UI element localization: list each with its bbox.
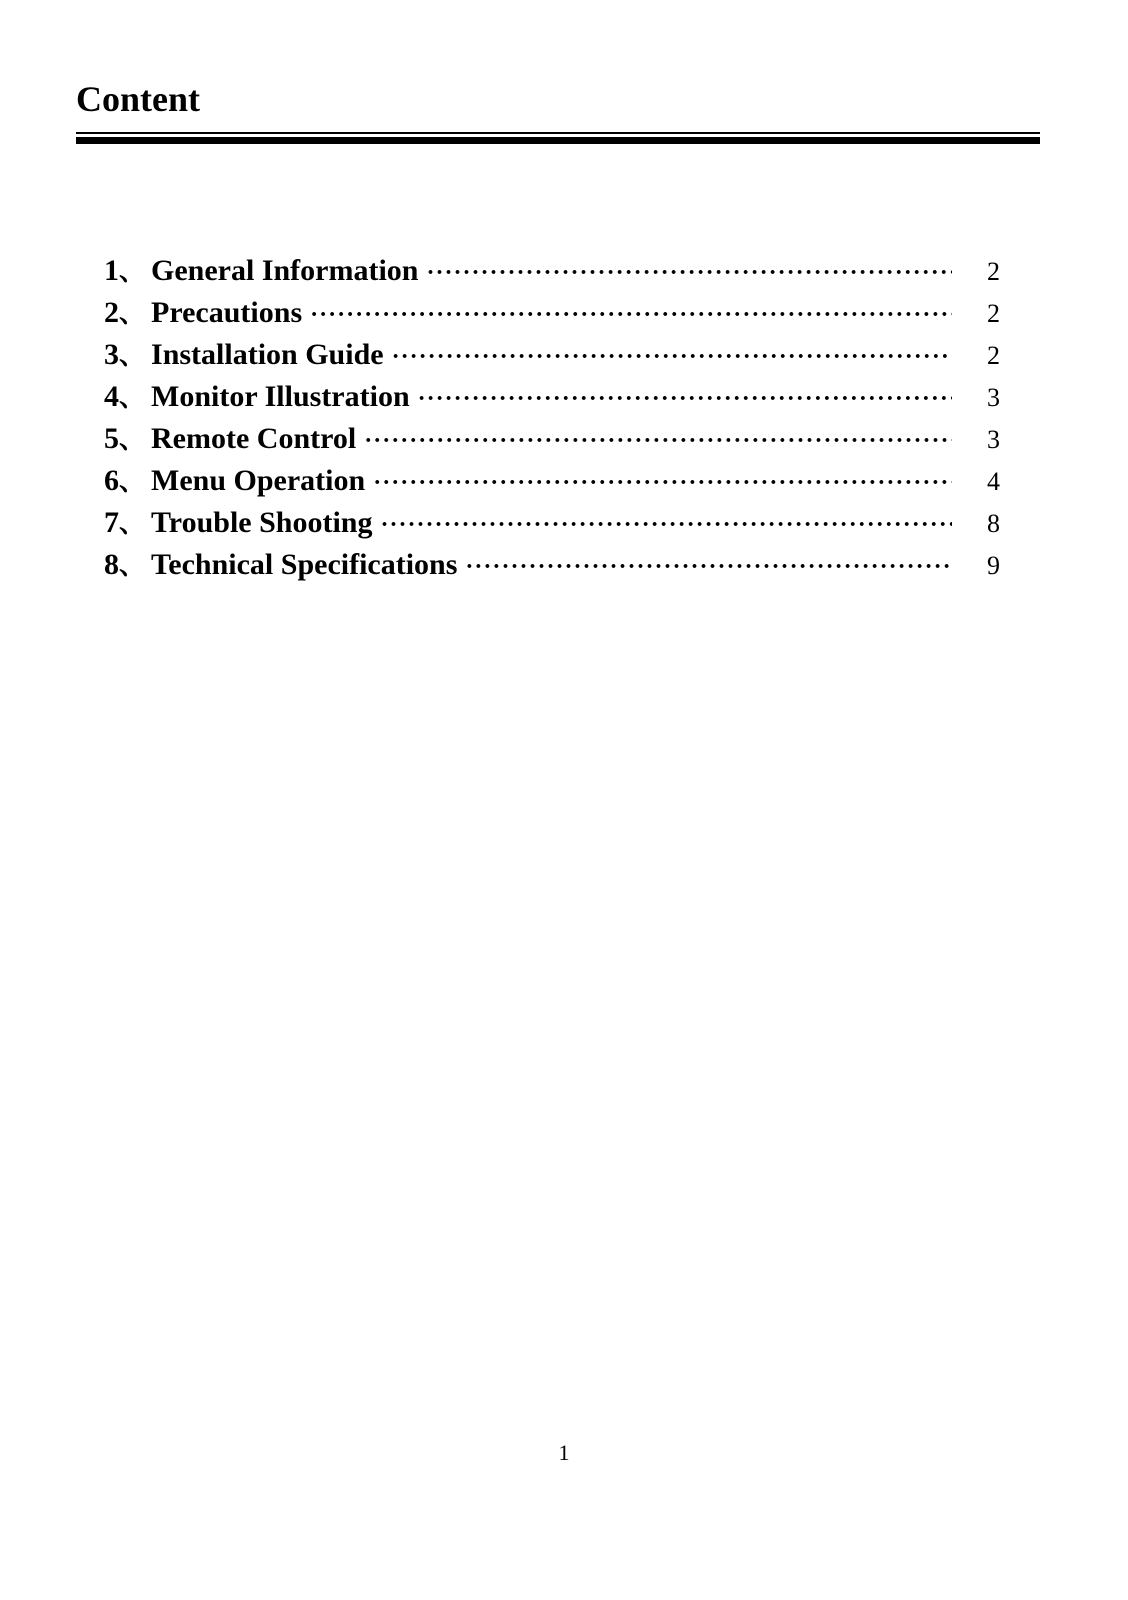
toc-dot-leader <box>380 504 952 546</box>
toc-dot-leader <box>465 546 952 588</box>
toc-entry-number: 6 <box>104 464 119 497</box>
title-rule-thick-line <box>76 137 1040 144</box>
toc-entry-separator: 、 <box>119 299 146 328</box>
toc-entry-page: 4 <box>987 467 1000 496</box>
toc-dot-leader <box>418 378 952 420</box>
toc-entry-page: 3 <box>987 383 1000 412</box>
toc-entry-number: 1 <box>104 254 119 287</box>
toc-entry-page: 9 <box>987 551 1000 580</box>
page-title: Content <box>76 79 200 119</box>
toc-entry-page: 3 <box>987 425 1000 454</box>
toc-entry-precautions[interactable] <box>104 292 1000 334</box>
toc-entry-remote-control[interactable] <box>104 418 1000 460</box>
toc-entry-label: Menu Operation <box>151 464 366 497</box>
toc-entry-number: 8 <box>104 548 119 581</box>
toc-entry-menu-operation[interactable] <box>104 460 1000 502</box>
toc-entry-number: 2 <box>104 296 119 329</box>
toc-entry-label: Installation Guide <box>151 338 384 371</box>
toc-entry-label: Trouble Shooting <box>151 506 373 539</box>
toc-entry-page: 8 <box>987 509 1000 538</box>
toc-entry-installation-guide[interactable] <box>104 334 1000 376</box>
toc-entry-number: 5 <box>104 422 119 455</box>
page-number: 1 <box>558 1440 570 1465</box>
toc-dot-leader <box>426 252 952 294</box>
title-rule-thin-line <box>76 132 1040 134</box>
toc-entry-trouble-shooting[interactable] <box>104 502 1000 544</box>
toc-entry-number: 7 <box>104 506 119 539</box>
toc-entry-number: 4 <box>104 380 119 413</box>
toc-dot-leader <box>392 336 952 378</box>
table-of-contents <box>104 250 1000 586</box>
toc-entry-technical-specifications[interactable] <box>104 544 1000 586</box>
toc-entry-separator: 、 <box>119 551 146 580</box>
toc-entry-separator: 、 <box>119 257 146 286</box>
toc-entry-label: Technical Specifications <box>151 548 458 581</box>
toc-entry-separator: 、 <box>119 425 146 454</box>
toc-entry-separator: 、 <box>119 383 146 412</box>
toc-dot-leader <box>373 462 952 504</box>
title-double-rule <box>76 132 1040 146</box>
toc-entry-separator: 、 <box>119 467 146 496</box>
toc-entry-separator: 、 <box>119 341 146 370</box>
toc-entry-label: Remote Control <box>151 422 357 455</box>
toc-dot-leader <box>310 294 952 336</box>
toc-entry-label: General Information <box>151 254 419 287</box>
toc-dot-leader <box>364 420 952 462</box>
toc-entry-separator: 、 <box>119 509 146 538</box>
toc-entry-number: 3 <box>104 338 119 371</box>
toc-entry-monitor-illustration[interactable] <box>104 376 1000 418</box>
toc-entry-page: 2 <box>987 299 1000 328</box>
toc-entry-label: Precautions <box>151 296 303 329</box>
toc-entry-general-information[interactable] <box>104 250 1000 292</box>
toc-entry-label: Monitor Illustration <box>151 380 410 413</box>
toc-entry-page: 2 <box>987 341 1000 370</box>
toc-entry-page: 2 <box>987 257 1000 286</box>
